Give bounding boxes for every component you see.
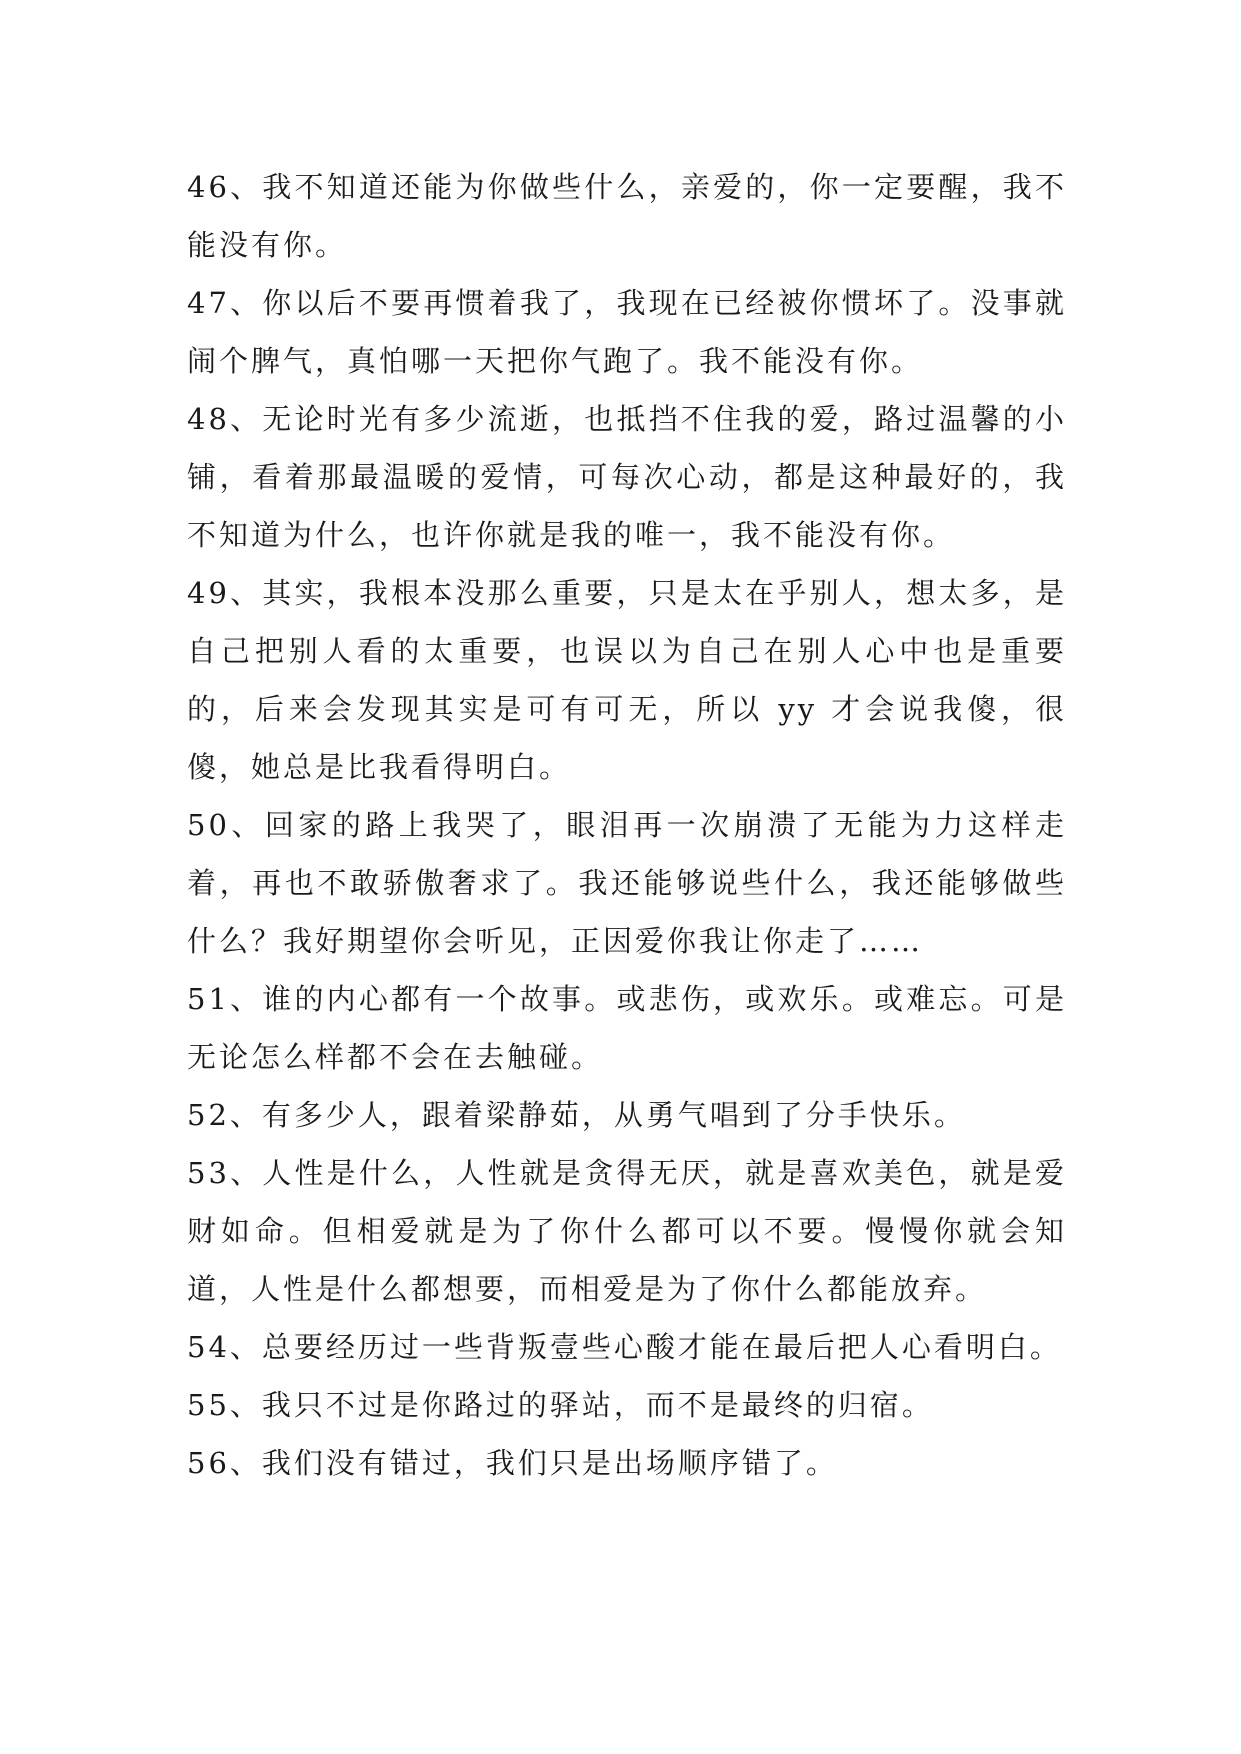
paragraph-56: 56、我们没有错过，我们只是出场顺序错了。 xyxy=(187,1446,838,1480)
paragraph-54: 54、总要经历过一些背叛壹些心酸才能在最后把人心看明白。 xyxy=(187,1330,1062,1364)
paragraph-48: 48、无论时光有多少流逝，也抵挡不住我的爱，路过温馨的小铺，看着那最温暖的爱情，可每次心动，都是这种最好的，我不知道为什么，也许你就是我的唯一，我不能没有你。 xyxy=(187,402,1067,552)
paragraph-52: 52、有多少人，跟着梁静茹，从勇气唱到了分手快乐。 xyxy=(187,1098,966,1132)
document-body xyxy=(187,158,1067,1492)
paragraph-55: 55、我只不过是你路过的驿站，而不是最终的归宿。 xyxy=(187,1388,934,1422)
paragraph-46: 46、我不知道还能为你做些什么，亲爱的，你一定要醒，我不能没有你。 xyxy=(187,170,1067,262)
paragraph-47: 47、你以后不要再惯着我了，我现在已经被你惯坏了。没事就闹个脾气，真怕哪一天把你气跑了。我不能没有你。 xyxy=(187,286,1067,378)
paragraph-53: 53、人性是什么，人性就是贪得无厌，就是喜欢美色，就是爱财如命。但相爱就是为了你什么都可以不要。慢慢你就会知道，人性是什么都想要，而相爱是为了你什么都能放弃。 xyxy=(187,1156,1067,1306)
paragraph-50: 50、回家的路上我哭了，眼泪再一次崩溃了无能为力这样走着，再也不敢骄傲奢求了。我还能够说些什么，我还能够做些什么？我好期望你会听见，正因爱你我让你走了…… xyxy=(187,808,1067,958)
paragraph-51: 51、谁的内心都有一个故事。或悲伤，或欢乐。或难忘。可是无论怎么样都不会在去触碰。 xyxy=(187,982,1067,1074)
paragraph-49: 49、其实，我根本没那么重要，只是太在乎别人，想太多，是自己把别人看的太重要，也误以为自己在别人心中也是重要的，后来会发现其实是可有可无，所以 yy 才会说我傻，很傻，她总是比我看得明白。 xyxy=(187,576,1067,784)
